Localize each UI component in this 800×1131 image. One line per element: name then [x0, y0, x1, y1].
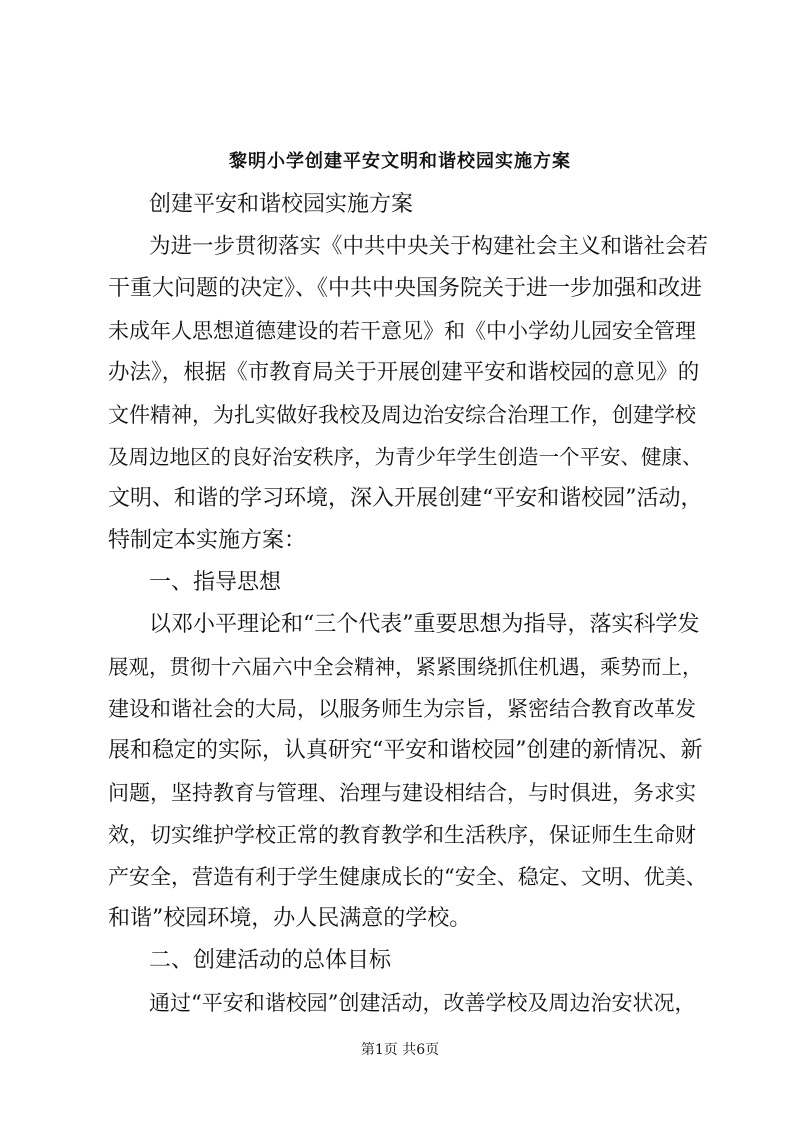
paragraph-line: 办法》，根据《市教育局关于开展创建平安和谐校园的意见》的: [108, 360, 700, 385]
paragraph-line: 效，切实维护学校正常的教育教学和生活秩序，保证师生生命财: [108, 823, 696, 847]
paragraph-line: 和谐”校园环境，办人民满意的学校。: [108, 906, 472, 931]
document-body: [108, 184, 708, 1024]
paragraph-line: 为进一步贯彻落实《中共中央关于构建社会主义和谐社会若: [149, 234, 708, 259]
paragraph-line: 文件精神，为扎实做好我校及周边治安综合治理工作，创建学校: [108, 403, 696, 427]
paragraph-line: 未成年人思想道德建设的若干意见》和《中小学幼儿园安全管理: [108, 319, 696, 343]
paragraph-line: 特制定本实施方案：: [108, 528, 307, 553]
paragraph-line: 通过“平安和谐校园”创建活动，改善学校及周边治安状况，: [149, 991, 696, 1015]
paragraph-line: 问题，坚持教育与管理、治理与建设相结合，与时俱进，务求实: [108, 781, 696, 805]
paragraph-line: 及周边地区的良好治安秩序，为青少年学生创造一个平安、健康、: [108, 445, 703, 469]
page-number-label: 第1页 共6页: [360, 1042, 440, 1058]
subtitle-line: 创建平安和谐校园实施方案: [149, 192, 414, 217]
paragraph-line: 干重大问题的决定》、《中共中央国务院关于进一步加强和改进: [108, 276, 703, 301]
paragraph-line: 产安全，营造有利于学生健康成长的“安全、稳定、文明、优美、: [108, 865, 707, 889]
paragraph-line: 文明、和谐的学习环境，深入开展创建“平安和谐校园”活动，: [108, 486, 703, 511]
paragraph-line: 以邓小平理论和“三个代表”重要思想为指导，落实科学发: [149, 612, 700, 637]
page-footer: [0, 1040, 800, 1060]
section-heading: 一、指导思想: [149, 570, 282, 595]
paragraph-line: 展和稳定的实际，认真研究“平安和谐校园”创建的新情况、新: [108, 738, 703, 763]
document-title: 黎明小学创建平安文明和谐校园实施方案: [229, 151, 571, 172]
paragraph-line: 展观，贯彻十六届六中全会精神，紧紧围绕抓住机遇，乘势而上，: [108, 655, 703, 679]
section-heading: 二、创建活动的总体目标: [149, 948, 392, 973]
paragraph-line: 建设和谐社会的大局，以服务师生为宗旨，紧密结合教育改革发: [108, 697, 696, 721]
